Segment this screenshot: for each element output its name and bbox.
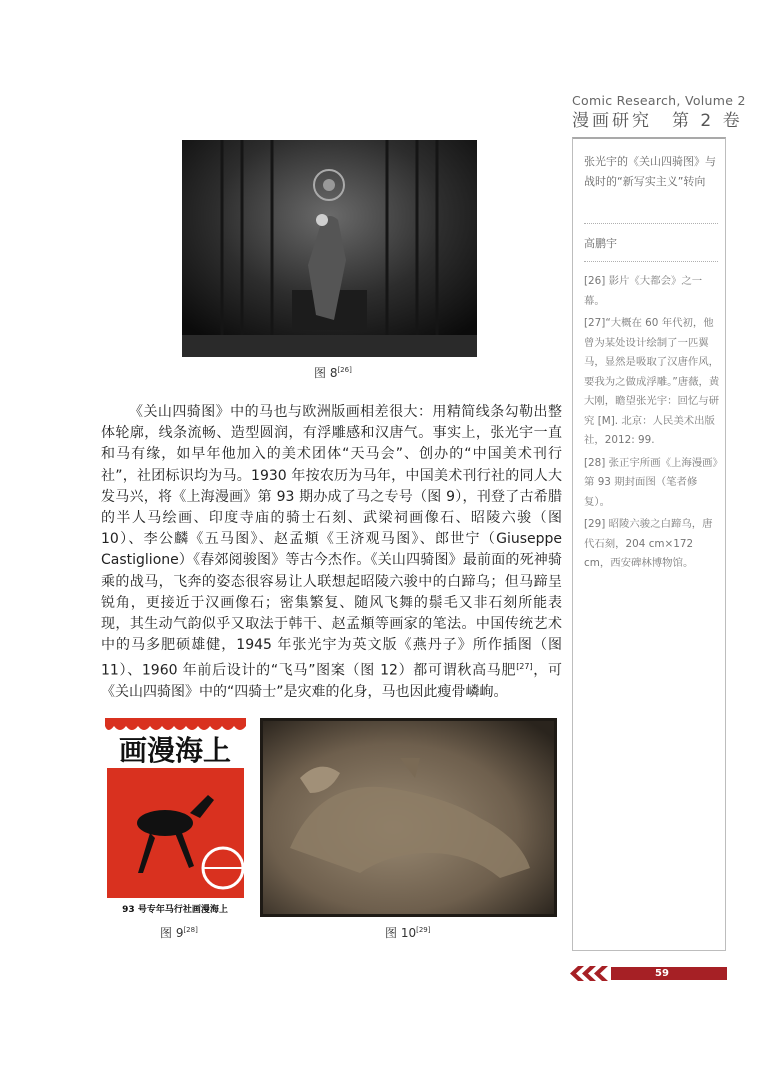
footnote: [26] 影片《大都会》之一幕。 (584, 275, 703, 307)
footnote: [27]“大概在 60 年代初，他曾为某处设计绘制了一匹翼马，显然是吸取了汉唐作风，要我为之做成浮雕。”唐薇，黄大刚，瞻望张光宇：回忆与研究 [M]. 北京：人民美术出版社，2012: 99. (584, 317, 720, 446)
footer-bar (611, 967, 727, 980)
footnote: [28] 张正宇所画《上海漫画》第 93 期封面图（笔者修复）。 (584, 456, 718, 508)
figure-9-cover (105, 718, 246, 917)
footnotes (584, 272, 720, 577)
cover-bottom-text: 93 号专年马行社画漫海上 (122, 905, 228, 915)
figure-9-caption: 图 9[28] (160, 926, 198, 940)
article-author: 高鹏宇 (584, 237, 617, 250)
figure-10-relief (260, 718, 557, 917)
body-paragraph: 《关山四骑图》中的马也与欧洲版画相差很大：用精简线条勾勒出整体轮廓，线条流畅、造型圆润，有浮雕感和汉唐气。事实上，张光宇一直和马有缘，如早年他加入的美术团体“天马会”、创办的“中国美术刊行社”，社团标识均为马。1930 年按农历为马年，中国美术刊行社的同人大发马兴，将《上海漫画》第 93 期办成了马之专号（图 9），刊登了古希腊的半人马绘画、印度寺庙的骑士石刻、武梁祠画像石、昭陵六骏（图 10）、李公麟《五马图》、赵孟頫《王济观马图》、郎世宁（Giuseppe Castiglione）《春郊阅骏图》等古今杰作。《关山四骑图》最前面的死神骑乘的战马，飞奔的姿态很容易让人联想起昭陵六骏中的白蹄乌；但马蹄呈锐角，更接近于汉画像石；密集繁复、随风飞舞的鬃毛又非石刻所能表现，其生动气韵似乎又取法于韩干、赵孟頫等画家的笔法。中国传统艺术中的马多肥硕雄健，1945 年张光宇为英文版《燕丹子》所作插图（图 11）、1960 年前后设计的“飞马”图案（图 12）都可谓秋高马肥[27]，可《关山四骑图》中的“四骑士”是灾难的化身，马也因此瘦骨嶙峋。 (101, 404, 563, 701)
footnote: [29] 昭陵六骏之白蹄乌，唐代石刻，204 cm×172 cm，西安碑林博物馆。 (584, 518, 713, 569)
page-number: 59 (655, 968, 669, 979)
article-title: 张光宇的《关山四骑图》与战时的“新写实主义”转向 (584, 155, 716, 188)
chevron-decoration-icon (570, 966, 612, 981)
figure-8-photo (182, 140, 477, 357)
figure-10-caption: 图 10[29] (385, 926, 431, 940)
journal-title-cn: 漫画研究 第 2 卷 (572, 111, 743, 131)
figure-8-caption: 图 8[26] (314, 366, 352, 380)
footnote-ref: [27] (516, 662, 533, 672)
sidebar-divider (584, 261, 718, 262)
sidebar-panel (572, 137, 726, 951)
cover-title: 画漫海上 (118, 734, 232, 767)
sidebar-divider (584, 223, 718, 224)
journal-title-en: Comic Research, Volume 2 (572, 93, 746, 108)
